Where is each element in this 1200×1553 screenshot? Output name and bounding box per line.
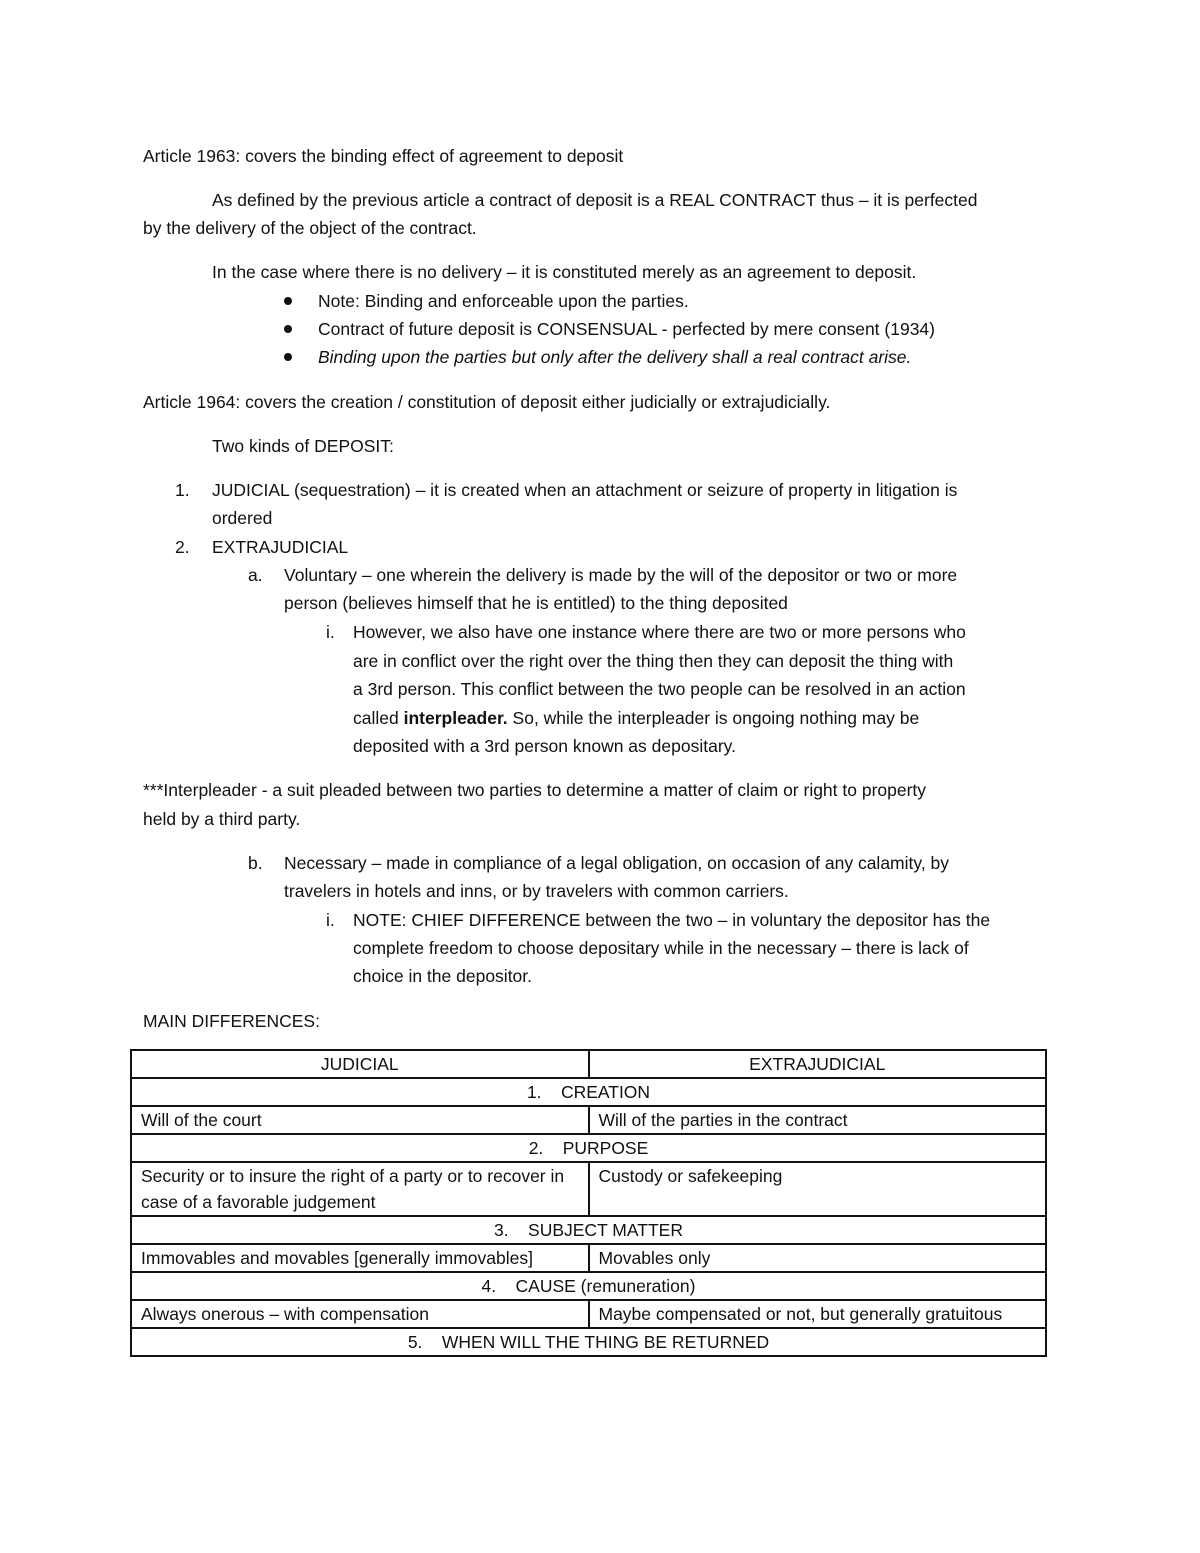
interpleader-definition-line: held by a third party.: [143, 809, 301, 829]
voluntary-note-line: However, we also have one instance where there are two or more persons who: [353, 622, 966, 642]
column-header-extrajudicial: EXTRAJUDICIAL: [589, 1050, 1047, 1078]
bullet-icon: [284, 297, 292, 305]
line-text: So, while the interpleader is ongoing nothing may be: [507, 708, 920, 728]
judicial-cell: Immovables and movables [generally immovables]: [131, 1244, 589, 1272]
two-kinds-intro: Two kinds of DEPOSIT:: [212, 436, 394, 456]
section-label: PURPOSE: [562, 1138, 649, 1158]
voluntary-note-line: [353, 704, 919, 732]
section-title: [131, 1134, 1046, 1162]
bullet-item: Note: Binding and enforceable upon the parties.: [318, 291, 689, 311]
table-header-row: [131, 1050, 1046, 1078]
voluntary-note-line: a 3rd person. This conflict between the two people can be resolved in an action: [353, 679, 966, 699]
extrajudicial-item-label: EXTRAJUDICIAL: [212, 537, 349, 557]
voluntary-note-line: deposited with a 3rd person known as depositary.: [353, 736, 736, 756]
list-marker: a.: [248, 565, 263, 585]
article-1964-heading: Article 1964: covers the creation / constitution of deposit either judicially or extrajudicially.: [143, 392, 831, 412]
section-title-row: [131, 1216, 1046, 1244]
extrajudicial-cell: Maybe compensated or not, but generally gratuitous: [589, 1300, 1047, 1328]
interpleader-term: interpleader.: [403, 708, 508, 728]
judicial-cell: Security or to insure the right of a party or to recover in case of a favorable judgement: [131, 1162, 589, 1216]
chief-difference-line: NOTE: CHIEF DIFFERENCE between the two – in voluntary the depositor has the: [353, 910, 991, 930]
column-header-judicial: JUDICIAL: [131, 1050, 589, 1078]
voluntary-note-line: are in conflict over the right over the thing then they can deposit the thing with: [353, 651, 954, 671]
main-differences-table: [130, 1049, 1047, 1357]
line-text: called: [353, 708, 404, 728]
necessary-item-line: travelers in hotels and inns, or by travelers with common carriers.: [284, 881, 789, 901]
section-number: 5.: [407, 1332, 423, 1352]
voluntary-item-line: person (believes himself that he is entitled) to the thing deposited: [284, 593, 788, 613]
article-1963-no-delivery-paragraph: In the case where there is no delivery – it is constituted merely as an agreement to deposit.: [212, 262, 917, 282]
main-differences-heading: MAIN DIFFERENCES:: [143, 1011, 320, 1031]
table-row: [131, 1162, 1046, 1216]
section-label: WHEN WILL THE THING BE RETURNED: [441, 1332, 770, 1352]
section-title: [131, 1216, 1046, 1244]
list-marker: b.: [248, 853, 263, 873]
section-title-row: [131, 1272, 1046, 1300]
article-1963-paragraph-line: As defined by the previous article a contract of deposit is a REAL CONTRACT thus – it is perfected: [212, 190, 978, 210]
section-label: CAUSE (remuneration): [515, 1276, 696, 1296]
list-marker: i.: [326, 622, 335, 642]
necessary-item-line: Necessary – made in compliance of a legal obligation, on occasion of any calamity, by: [284, 853, 950, 873]
section-title-row: [131, 1134, 1046, 1162]
table-row: [131, 1244, 1046, 1272]
extrajudicial-cell: Will of the parties in the contract: [589, 1106, 1047, 1134]
section-title: [131, 1078, 1046, 1106]
section-title-row: [131, 1078, 1046, 1106]
chief-difference-line: choice in the depositor.: [353, 966, 533, 986]
section-number: 4.: [481, 1276, 497, 1296]
extrajudicial-cell: Movables only: [589, 1244, 1047, 1272]
section-title-row: [131, 1328, 1046, 1356]
section-title: [131, 1328, 1046, 1356]
article-1963-heading: Article 1963: covers the binding effect of agreement to deposit: [143, 146, 624, 166]
bullet-item: Binding upon the parties but only after the delivery shall a real contract arise.: [318, 347, 912, 367]
article-1963-paragraph-line: by the delivery of the object of the contract.: [143, 218, 477, 238]
judicial-cell: Will of the court: [131, 1106, 589, 1134]
section-label: SUBJECT MATTER: [528, 1220, 683, 1240]
section-number: 2.: [528, 1138, 544, 1158]
table-row: [131, 1300, 1046, 1328]
judicial-item-line: JUDICIAL (sequestration) – it is created when an attachment or seizure of property in litigation is: [212, 480, 958, 500]
judicial-cell: Always onerous – with compensation: [131, 1300, 589, 1328]
table-row: [131, 1106, 1046, 1134]
chief-difference-line: complete freedom to choose depositary while in the necessary – there is lack of: [353, 938, 969, 958]
judicial-item-line: ordered: [212, 508, 273, 528]
bullet-item: Contract of future deposit is CONSENSUAL - perfected by mere consent (1934): [318, 319, 935, 339]
extrajudicial-cell: Custody or safekeeping: [589, 1162, 1047, 1216]
list-marker: i.: [326, 910, 335, 930]
interpleader-definition-line: ***Interpleader - a suit pleaded between two parties to determine a matter of claim or right to property: [143, 780, 927, 800]
bullet-icon: [284, 325, 292, 333]
section-number: 3.: [494, 1220, 509, 1240]
list-marker: 2.: [175, 537, 190, 557]
section-title: [131, 1272, 1046, 1300]
bullet-icon: [284, 353, 292, 361]
voluntary-item-line: Voluntary – one wherein the delivery is made by the will of the depositor or two or more: [284, 565, 958, 585]
list-marker: 1.: [175, 480, 190, 500]
section-label: CREATION: [560, 1082, 651, 1102]
section-number: 1.: [526, 1082, 542, 1102]
